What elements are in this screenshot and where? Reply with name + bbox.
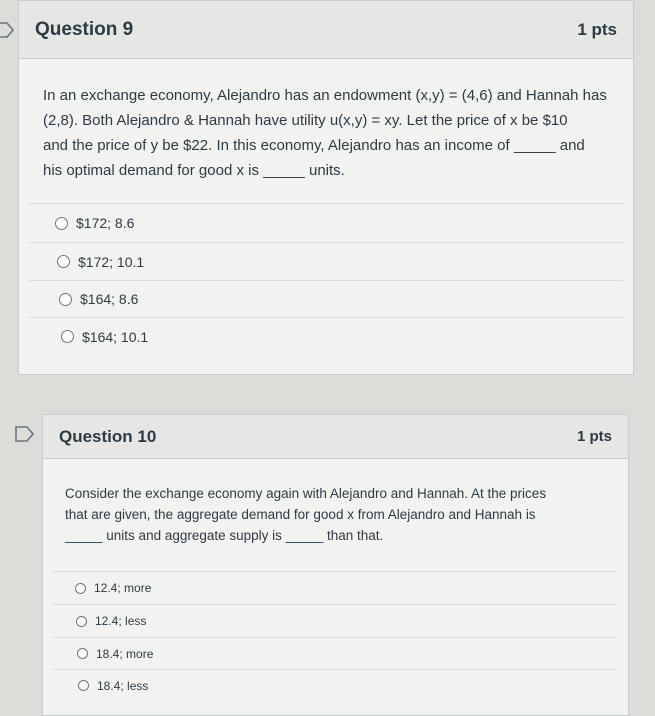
- question-points: 1 pts: [577, 19, 617, 39]
- answer-label: $164; 8.6: [80, 291, 139, 307]
- radio-button[interactable]: [61, 330, 74, 343]
- answer-label: $172; 8.6: [76, 215, 135, 231]
- answer-option[interactable]: [29, 242, 623, 280]
- answer-option[interactable]: [53, 669, 618, 701]
- question-line: _____ units and aggregate supply is _____ than that.: [65, 528, 384, 543]
- question-line: that are given, the aggregate demand for good x from Alejandro and Hannah is: [65, 507, 536, 522]
- radio-button[interactable]: [57, 255, 70, 268]
- question-9-header: [19, 1, 633, 59]
- question-title: Question 10: [59, 426, 157, 446]
- answer-label: 12.4; more: [94, 581, 152, 595]
- answer-label: 12.4; less: [95, 614, 147, 628]
- question-text: [65, 483, 546, 546]
- answer-label: 18.4; more: [96, 646, 154, 661]
- answer-option[interactable]: [53, 571, 618, 604]
- question-10-card: [42, 414, 629, 716]
- radio-button[interactable]: [59, 293, 72, 306]
- radio-button[interactable]: [76, 616, 87, 627]
- question-line: (2,8). Both Alejandro & Hannah have utility u(x,y) = xy. Let the price of x be $10: [43, 112, 568, 129]
- answer-list: [53, 571, 618, 701]
- answer-label: $164; 10.1: [82, 328, 149, 345]
- question-line: and the price of y be $22. In this economy, Alejandro has an income of _____ and: [43, 137, 585, 154]
- radio-button[interactable]: [78, 680, 89, 691]
- answer-option[interactable]: [29, 280, 623, 317]
- question-points: 1 pts: [576, 428, 612, 445]
- answer-option[interactable]: [53, 604, 618, 637]
- question-10-header: [43, 415, 628, 459]
- question-line: Consider the exchange economy again with Alejandro and Hannah. At the prices: [65, 486, 547, 501]
- flag-question-icon[interactable]: [0, 22, 14, 38]
- answer-list: [29, 203, 623, 355]
- question-9-card: [18, 0, 634, 375]
- radio-button[interactable]: [55, 217, 68, 230]
- answer-option[interactable]: [29, 203, 623, 242]
- flag-question-icon[interactable]: [14, 426, 34, 442]
- radio-button[interactable]: [75, 583, 86, 594]
- answer-option[interactable]: [29, 317, 623, 355]
- question-text: [43, 83, 607, 183]
- radio-button[interactable]: [77, 648, 88, 659]
- question-line: his optimal demand for good x is _____ units.: [43, 162, 345, 179]
- answer-option[interactable]: [53, 637, 618, 669]
- question-line: In an exchange economy, Alejandro has an endowment (x,y) = (4,6) and Hannah has: [43, 87, 607, 104]
- answer-label: 18.4; less: [97, 678, 149, 693]
- answer-label: $172; 10.1: [78, 253, 145, 270]
- question-title: Question 9: [35, 18, 134, 40]
